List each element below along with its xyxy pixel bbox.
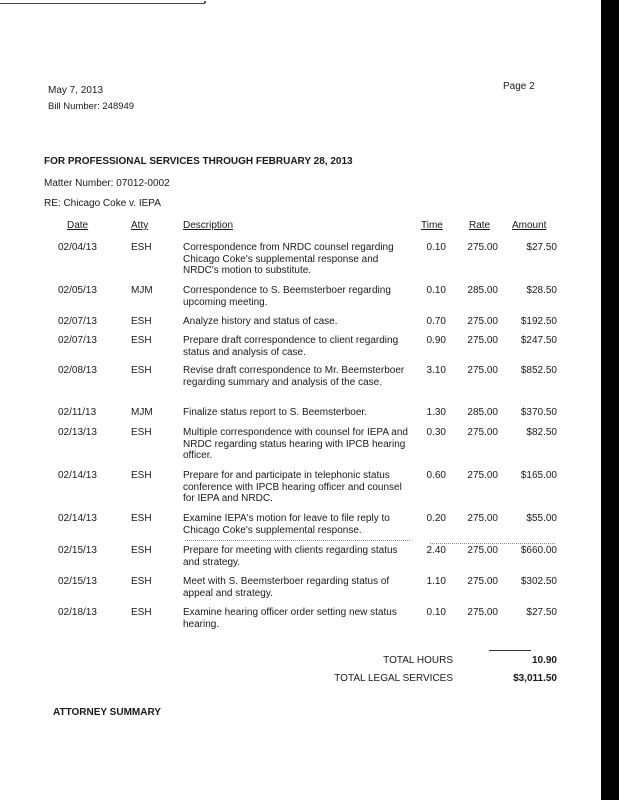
entry-atty: ESH bbox=[131, 365, 152, 376]
entry-time: 3.10 bbox=[426, 365, 446, 376]
entry-date: 02/04/13 bbox=[58, 242, 97, 253]
entry-amount: $302.50 bbox=[520, 576, 557, 587]
entry-description: Prepare for and participate in telephonic status conference with IPCB hearing officer and counsel for IEPA and NRDC. bbox=[183, 470, 402, 504]
entry-description: Examine hearing officer order setting new status hearing. bbox=[183, 607, 397, 630]
entry-rate: 275.00 bbox=[467, 513, 498, 524]
entry-rate: 275.00 bbox=[467, 470, 498, 481]
matter-number: Matter Number: 07012-0002 bbox=[44, 178, 170, 189]
entry-atty: ESH bbox=[131, 470, 152, 481]
entry-rate: 275.00 bbox=[467, 242, 498, 253]
bill-number: Bill Number: 248949 bbox=[48, 101, 135, 112]
entry-date: 02/11/13 bbox=[58, 407, 97, 418]
entry-atty: ESH bbox=[131, 242, 152, 253]
entry-amount: $660.00 bbox=[520, 545, 557, 556]
entry-rate: 285.00 bbox=[467, 285, 498, 296]
col-time: Time bbox=[421, 220, 443, 231]
scan-edge-bar bbox=[601, 0, 619, 800]
col-atty: Atty bbox=[131, 220, 149, 231]
col-rate: Rate bbox=[469, 220, 491, 231]
attorney-summary-heading: ATTORNEY SUMMARY bbox=[53, 707, 161, 718]
entry-time: 0.60 bbox=[426, 470, 446, 481]
entry-date: 02/05/13 bbox=[58, 285, 97, 296]
bill-date: May 7, 2013 bbox=[48, 85, 104, 96]
entry-rate: 275.00 bbox=[467, 607, 498, 618]
col-amount: Amount bbox=[512, 220, 547, 231]
page-number: Page 2 bbox=[503, 81, 535, 92]
entry-amount: $82.50 bbox=[526, 427, 557, 438]
entry-atty: ESH bbox=[131, 607, 152, 618]
entry-date: 02/13/13 bbox=[58, 427, 97, 438]
entry-date: 02/15/13 bbox=[58, 545, 97, 556]
entry-time: 0.30 bbox=[426, 427, 446, 438]
entry-amount: $192.50 bbox=[520, 316, 557, 327]
total-legal-services-value: $3,011.50 bbox=[513, 673, 557, 684]
entry-atty: MJM bbox=[131, 285, 153, 296]
entry-rate: 275.00 bbox=[467, 545, 498, 556]
entry-atty: ESH bbox=[131, 427, 152, 438]
entry-rate: 285.00 bbox=[467, 407, 498, 418]
entry-atty: ESH bbox=[131, 513, 152, 524]
entry-atty: ESH bbox=[131, 316, 152, 327]
entry-description: Correspondence to S. Beemsterboer regarding upcoming meeting. bbox=[183, 285, 391, 308]
entry-rate: 275.00 bbox=[467, 576, 498, 587]
entry-date: 02/08/13 bbox=[58, 365, 97, 376]
entry-time: 1.30 bbox=[426, 407, 446, 418]
col-description: Description bbox=[183, 220, 234, 231]
entry-date: 02/15/13 bbox=[58, 576, 97, 587]
re-line: RE: Chicago Coke v. IEPA bbox=[44, 198, 161, 209]
total-hours-value: 10.90 bbox=[531, 655, 557, 666]
entry-rate: 275.00 bbox=[467, 427, 498, 438]
top-rule bbox=[0, 3, 205, 4]
entry-date: 02/14/13 bbox=[58, 470, 97, 481]
entry-amount: $28.50 bbox=[526, 285, 557, 296]
entry-amount: $165.00 bbox=[520, 470, 557, 481]
entry-time: 0.70 bbox=[426, 316, 446, 327]
entry-time: 2.40 bbox=[426, 545, 446, 556]
entry-rate: 275.00 bbox=[467, 335, 498, 346]
total-hours-label: TOTAL HOURS bbox=[383, 655, 453, 666]
totals-rule bbox=[489, 650, 531, 651]
entry-time: 0.10 bbox=[426, 607, 446, 618]
col-date: Date bbox=[67, 220, 89, 231]
scan-dotted-line bbox=[430, 543, 555, 544]
entry-description: Prepare draft correspondence to client regarding status and analysis of case. bbox=[183, 335, 399, 358]
entry-description: Revise draft correspondence to Mr. Beemsterboer regarding summary and analysis of the case. bbox=[183, 365, 405, 388]
entry-atty: ESH bbox=[131, 576, 152, 587]
entry-amount: $852.50 bbox=[520, 365, 557, 376]
entry-time: 0.20 bbox=[426, 513, 446, 524]
entry-description: Meet with S. Beemsterboer regarding status of appeal and strategy. bbox=[183, 576, 390, 599]
entry-description: Multiple correspondence with counsel for IEPA and NRDC regarding status hearing with IPCB hearing officer. bbox=[183, 427, 408, 461]
entry-time: 0.90 bbox=[426, 335, 446, 346]
entry-time: 1.10 bbox=[426, 576, 446, 587]
entry-time: 0.10 bbox=[426, 242, 446, 253]
entry-time: 0.10 bbox=[426, 285, 446, 296]
entry-description: Finalize status report to S. Beemsterboer. bbox=[183, 407, 367, 418]
entry-amount: $27.50 bbox=[526, 607, 557, 618]
entry-description: Correspondence from NRDC counsel regarding Chicago Coke's supplemental response and NRDC's motion to substitute. bbox=[183, 242, 394, 276]
entry-date: 02/18/13 bbox=[58, 607, 97, 618]
scan-dotted-line bbox=[185, 540, 410, 541]
entry-amount: $55.00 bbox=[526, 513, 557, 524]
entry-date: 02/07/13 bbox=[58, 335, 97, 346]
entry-amount: $247.50 bbox=[520, 335, 557, 346]
entry-rate: 275.00 bbox=[467, 316, 498, 327]
entry-description: Analyze history and status of case. bbox=[183, 316, 338, 327]
entry-amount: $27.50 bbox=[526, 242, 557, 253]
entry-amount: $370.50 bbox=[520, 407, 557, 418]
entry-atty: MJM bbox=[131, 407, 153, 418]
entry-atty: ESH bbox=[131, 335, 152, 346]
services-title: FOR PROFESSIONAL SERVICES THROUGH FEBRUARY 28, 2013 bbox=[44, 156, 353, 167]
entry-description: Prepare for meeting with clients regarding status and strategy. bbox=[183, 545, 398, 568]
entry-date: 02/14/13 bbox=[58, 513, 97, 524]
entry-rate: 275.00 bbox=[467, 365, 498, 376]
entry-atty: ESH bbox=[131, 545, 152, 556]
top-dot bbox=[204, 1, 206, 3]
entry-description: Examine IEPA's motion for leave to file reply to Chicago Coke's supplemental response. bbox=[183, 513, 390, 536]
total-legal-services-label: TOTAL LEGAL SERVICES bbox=[334, 673, 453, 684]
entry-date: 02/07/13 bbox=[58, 316, 97, 327]
